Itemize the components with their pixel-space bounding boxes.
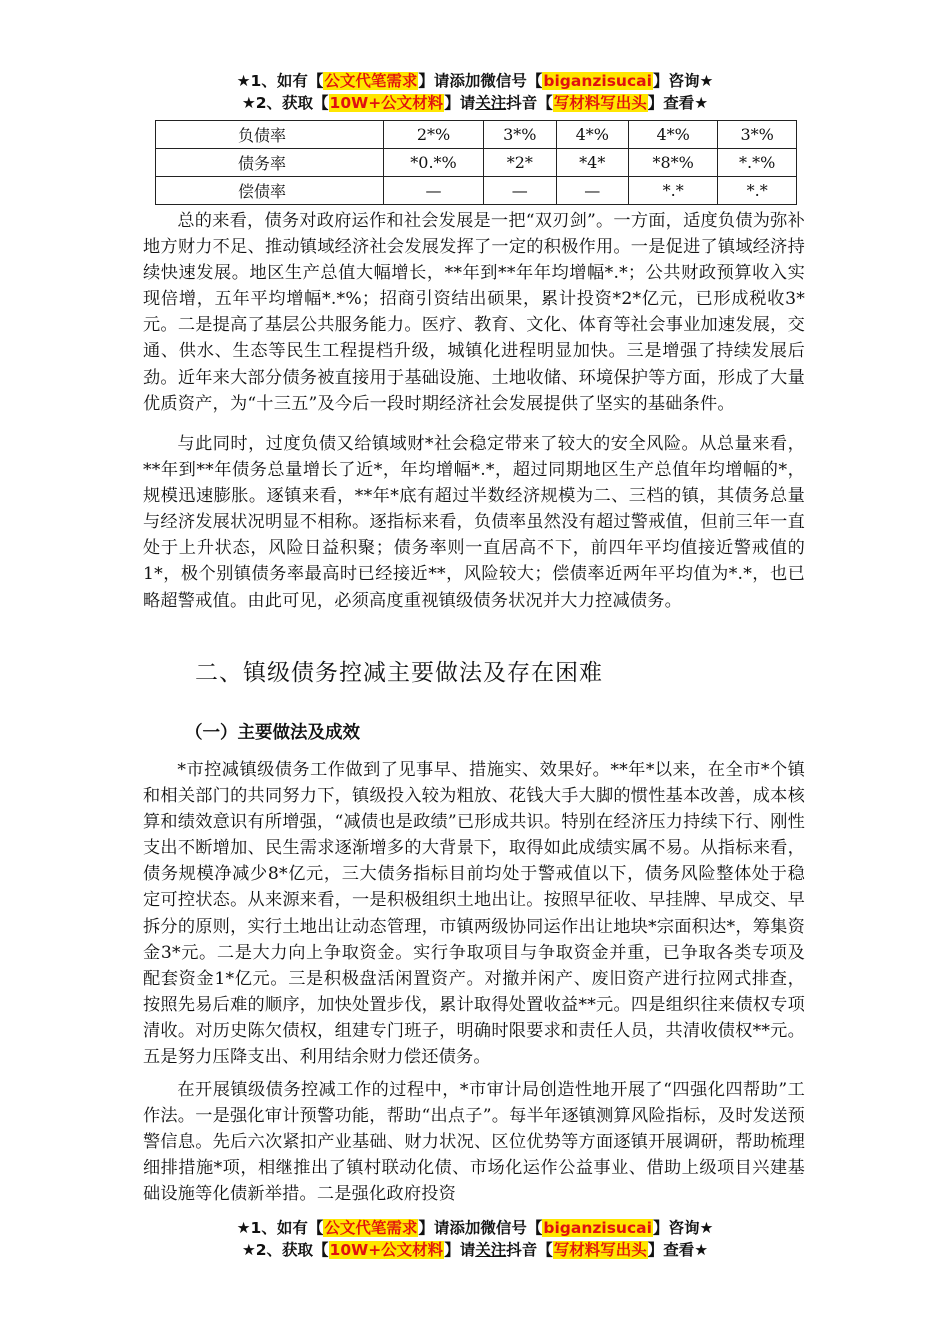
highlight-ghostwriting: 公文代笔需求 [324, 72, 418, 90]
highlight-materials: 10W+公文材料 [329, 1241, 444, 1259]
bottom-promo-banner [0, 1217, 950, 1261]
row-label: 负债率 [156, 121, 384, 149]
table-cell: — [484, 177, 556, 205]
underlined-follow: 关注 [475, 94, 507, 112]
promo-line-2: ★2、获取【10W+公文材料】请关注抖音【写材料写出头】查看★ [241, 94, 709, 112]
table-cell: *.*% [718, 149, 797, 177]
table-row [156, 121, 797, 149]
table-cell: *.* [629, 177, 718, 205]
underlined-follow: 关注 [475, 1241, 507, 1259]
highlight-wechat-id: biganzisucai [543, 1219, 652, 1237]
highlight-douyin-account: 写材料写出头 [553, 94, 647, 112]
table-cell: *4* [556, 149, 628, 177]
row-label: 偿债率 [156, 177, 384, 205]
table-cell: *2* [484, 149, 556, 177]
highlight-wechat-id: biganzisucai [543, 72, 652, 90]
paragraph-audit-method: 在开展镇级债务控减工作的过程中，*市审计局创造性地开展了“四强化四帮助”工作法。一是强化审计预警功能，帮助“出点子”。每半年逐镇测算风险指标，及时发送预警信息。先后六次紧扣产业基础、财力状况、区位优势等方面逐镇开展调研，帮助梳理细排措施*项，相继推出了镇村联动化债、市场化运作公益事业、借助上级项目兴建基础设施等化债新举措。二是强化政府投资 [143, 1080, 805, 1205]
row-label: 债务率 [156, 149, 384, 177]
top-promo-banner [0, 70, 950, 114]
table-cell: 3*% [484, 121, 556, 149]
promo-line-2: ★2、获取【10W+公文材料】请关注抖音【写材料写出头】查看★ [241, 1241, 709, 1259]
debt-indicator-table [155, 120, 797, 205]
paragraph-main-practices: *市控减镇级债务工作做到了见事早、措施实、效果好。**年*以来，在全市*个镇和相关部门的共同努力下，镇级投入较为粗放、花钱大手大脚的惯性基本改善，成本核算和绩效意识有所增强，“减债也是政绩”已形成共识。特别在经济压力持续下行、刚性支出不断增加、民生需求逐渐增多的大背景下，取得如此成绩实属不易。从指标来看，债务规模净减少8*亿元，三大债务指标目前均处于警戒值以下，债务风险整体处于稳定可控状态。从来源来看，一是积极组织土地出让。按照早征收、早挂牌、早成交、早拆分的原则，实行土地出让动态管理，市镇两级协同运作出让地块*宗面积达*，筹集资金3*元。二是大力向上争取资金。实行争取项目与争取资金并重，已争取各类专项及配套资金1*亿元。三是积极盘活闲置资产。对撤并闲产、废旧资产进行拉网式排查，按照先易后难的顺序，加快处置步伐，累计取得处置收益**元。四是组织往来债权专项清收。对历史陈欠债权，组建专门班子，明确时限要求和责任人员，共清收债权**元。五是努力压降支出、利用结余财力偿还债务。 [143, 760, 805, 1068]
promo-line-1: ★1、如有【公文代笔需求】请添加微信号【biganzisucai】咨询★ [236, 72, 714, 90]
highlight-ghostwriting: 公文代笔需求 [324, 1219, 418, 1237]
table-cell: — [384, 177, 484, 205]
table-cell: 4*% [629, 121, 718, 149]
table-cell: 2*% [384, 121, 484, 149]
promo-line-1: ★1、如有【公文代笔需求】请添加微信号【biganzisucai】咨询★ [236, 1219, 714, 1237]
highlight-douyin-account: 写材料写出头 [553, 1241, 647, 1259]
table-cell: — [556, 177, 628, 205]
paragraph-debt-risk: 与此同时，过度负债又给镇域财*社会稳定带来了较大的安全风险。从总量来看，**年到**年债务总量增长了近*，年均增幅*.*，超过同期地区生产总值年均增幅的*，规模迅速膨胀。逐镇来看，**年*底有超过半数经济规模为二、三档的镇，其债务总量与经济发展状况明显不相称。逐指标来看，负债率虽然没有超过警戒值，但前三年一直处于上升状态，风险日益积聚；债务率则一直居高不下，前四年平均值接近警戒值的1*，极个别镇债务率最高时已经接近**，风险较大；偿债率近两年平均值为*.*，也已略超警戒值。由此可见，必须高度重视镇级债务状况并大力控减债务。 [143, 434, 805, 611]
paragraph-double-edged-sword: 总的来看，债务对政府运作和社会发展是一把“双刃剑”。一方面，适度负债为弥补地方财力不足、推动镇域经济社会发展发挥了一定的积极作用。一是促进了镇域经济持续快速发展。地区生产总值大幅增长，**年到**年年均增幅*.*；公共财政预算收入实现倍增，五年平均增幅*.*%；招商引资结出硕果，累计投资*2*亿元，已形成税收3*元。二是提高了基层公共服务能力。医疗、教育、文化、体育等社会事业加速发展，交通、供水、生态等民生工程提档升级，城镇化进程明显加快。三是增强了持续发展后劲。近年来大部分债务被直接用于基础设施、土地收储、环境保护等方面，形成了大量优质资产，为“十三五”及今后一段时期经济社会发展提供了坚实的基础条件。 [143, 211, 805, 414]
subsection-heading: （一）主要做法及成效 [185, 723, 360, 743]
table-cell: 3*% [718, 121, 797, 149]
table-row [156, 177, 797, 205]
table-cell: *.* [718, 177, 797, 205]
table-row [156, 149, 797, 177]
section-heading: 二、镇级债务控减主要做法及存在困难 [195, 660, 603, 686]
table-cell: *8*% [629, 149, 718, 177]
highlight-materials: 10W+公文材料 [329, 94, 444, 112]
table-cell: *0.*% [384, 149, 484, 177]
table-cell: 4*% [556, 121, 628, 149]
